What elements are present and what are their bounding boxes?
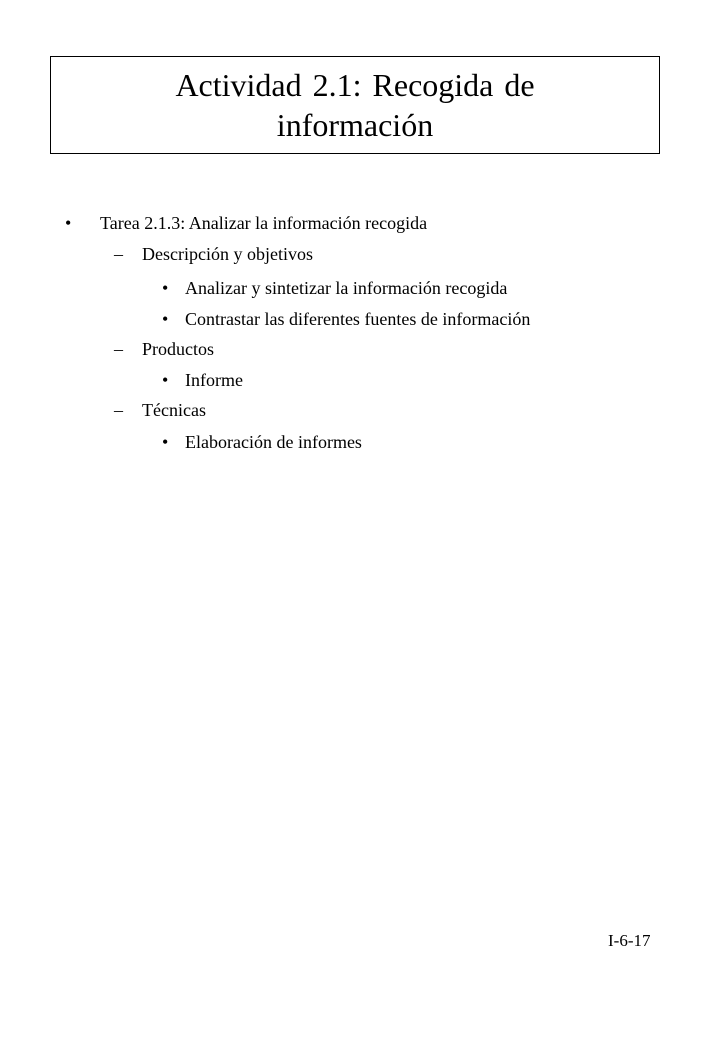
bullet-task xyxy=(65,212,428,234)
bullet-description xyxy=(114,243,313,265)
dash-marker: – xyxy=(114,339,123,359)
bullet-description-label: Descripción y objetivos xyxy=(142,244,313,264)
dash-marker: – xyxy=(114,244,123,264)
bullet-marker: • xyxy=(162,432,169,452)
bullet-products-label: Productos xyxy=(142,339,214,359)
bullet-techniques-label: Técnicas xyxy=(142,400,206,420)
bullet-products-item-1 xyxy=(162,369,243,391)
page-number: I-6-17 xyxy=(608,931,651,950)
bullet-description-item-2 xyxy=(162,308,531,330)
bullet-description-item-1-label: Analizar y sintetizar la información recogida xyxy=(185,278,508,298)
bullet-task-label: Tarea 2.1.3: Analizar la información recogida xyxy=(100,213,428,233)
slide-title: Actividad 2.1: Recogida de información xyxy=(175,67,535,143)
bullet-products-item-1-label: Informe xyxy=(185,370,243,390)
dash-marker: – xyxy=(114,400,123,420)
bullet-marker: • xyxy=(162,278,169,298)
bullet-techniques xyxy=(114,399,206,421)
bullet-techniques-item-1-label: Elaboración de informes xyxy=(185,432,362,452)
bullet-techniques-item-1 xyxy=(162,431,362,453)
title-box xyxy=(50,56,660,154)
bullet-marker: • xyxy=(162,309,169,329)
bullet-description-item-1 xyxy=(162,277,508,299)
bullet-products xyxy=(114,338,214,360)
bullet-description-item-2-label: Contrastar las diferentes fuentes de información xyxy=(185,309,531,329)
bullet-marker: • xyxy=(162,370,169,390)
bullet-marker: • xyxy=(65,213,72,233)
